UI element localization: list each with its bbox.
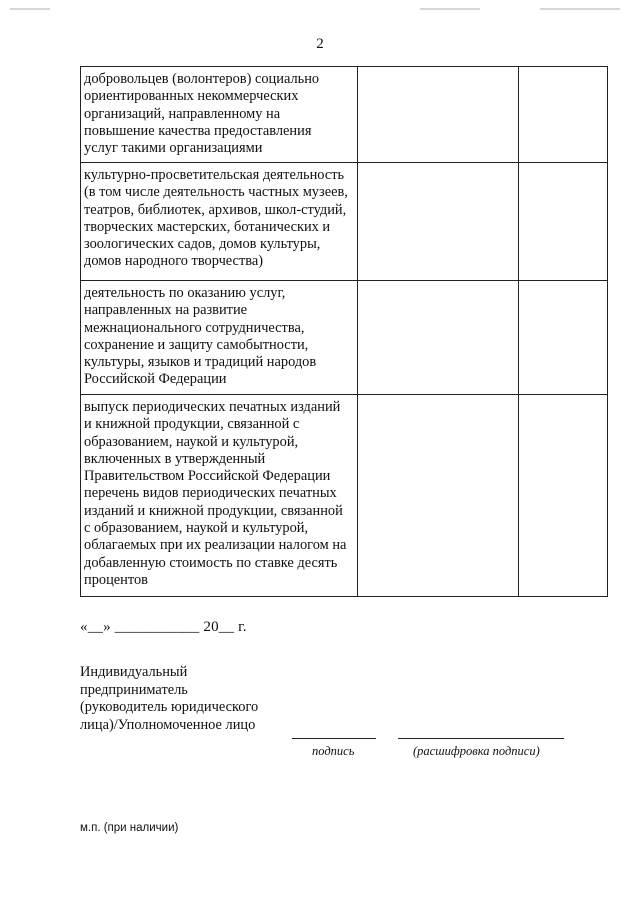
text-line: выпуск периодических печатных изданий — [84, 399, 341, 415]
text-line: включенных в утвержденный — [84, 450, 266, 467]
value-cell — [519, 281, 608, 395]
text-line: культуры, языков и традиций народов — [84, 354, 317, 371]
value-cell — [519, 395, 608, 597]
text-line: межнационального сотрудничества, — [84, 319, 305, 336]
signature-caption: подпись — [312, 744, 355, 758]
signer-line: предприниматель — [80, 681, 188, 698]
text-line: (в том числе деятельность частных музеев, — [84, 184, 348, 201]
value-cell — [358, 395, 519, 597]
text-line: Российской Федерации — [84, 371, 227, 388]
value-cell — [358, 163, 519, 281]
value-cell — [519, 67, 608, 163]
table-row — [81, 67, 608, 163]
text-line: добавленную стоимость по ставке десять — [84, 554, 338, 571]
text-line: добровольцев (волонтеров) социально — [84, 71, 320, 87]
scan-artifact — [420, 8, 480, 10]
table-row — [81, 395, 608, 597]
signer-block — [80, 664, 258, 734]
scan-artifact — [10, 8, 50, 10]
text-line: и книжной продукции, связанной с — [84, 416, 300, 433]
text-line: образованием, наукой и культурой, — [84, 433, 299, 450]
signer-line: лица)/Уполномоченное лицо — [80, 716, 256, 733]
scan-artifact — [540, 8, 620, 10]
activity-description-cell — [81, 163, 358, 281]
text-line: культурно-просветительская деятельность — [84, 167, 345, 183]
text-line: домов народного творчества) — [84, 253, 264, 270]
activity-description-cell — [81, 281, 358, 395]
value-cell — [358, 67, 519, 163]
text-line: сохранение и защиту самобытности, — [84, 336, 309, 353]
page-number: 2 — [316, 36, 324, 52]
stamp-note: м.п. (при наличии) — [80, 822, 179, 834]
value-cell — [358, 281, 519, 395]
text-line: ориентированных некоммерческих — [84, 88, 299, 105]
text-line: организаций, направленному на — [84, 105, 281, 122]
activities-table — [80, 66, 608, 597]
signer-line: Индивидуальный — [80, 664, 188, 680]
text-line: направленных на развитие — [84, 302, 248, 319]
text-line: Правительством Российской Федерации — [84, 468, 331, 485]
text-line: театров, библиотек, архивов, школ-студий, — [84, 201, 347, 218]
activity-description-cell — [81, 67, 358, 163]
text-line: повышение качества предоставления — [84, 122, 312, 139]
text-line: зоологических садов, домов культуры, — [84, 236, 321, 253]
table-row — [81, 163, 608, 281]
signature-line — [292, 738, 376, 739]
value-cell — [519, 163, 608, 281]
text-line: перечень видов периодических печатных — [84, 485, 337, 502]
date-line: «__» ___________ 20__ г. — [80, 619, 247, 635]
name-decoding-caption: (расшифровка подписи) — [413, 744, 540, 758]
text-line: изданий и книжной продукции, связанной — [84, 502, 343, 519]
text-line: деятельность по оказанию услуг, — [84, 285, 286, 301]
signer-line: (руководитель юридического — [80, 699, 259, 715]
text-line: процентов — [84, 571, 148, 588]
name-decoding-line — [398, 738, 564, 739]
text-line: творческих мастерских, ботанических и — [84, 218, 331, 235]
text-line: с образованием, наукой и культурой, — [84, 520, 309, 537]
table-row — [81, 281, 608, 395]
activity-description-cell — [81, 395, 358, 597]
text-line: облагаемых при их реализации налогом на — [84, 537, 347, 554]
text-line: услуг такими организациями — [84, 140, 263, 157]
